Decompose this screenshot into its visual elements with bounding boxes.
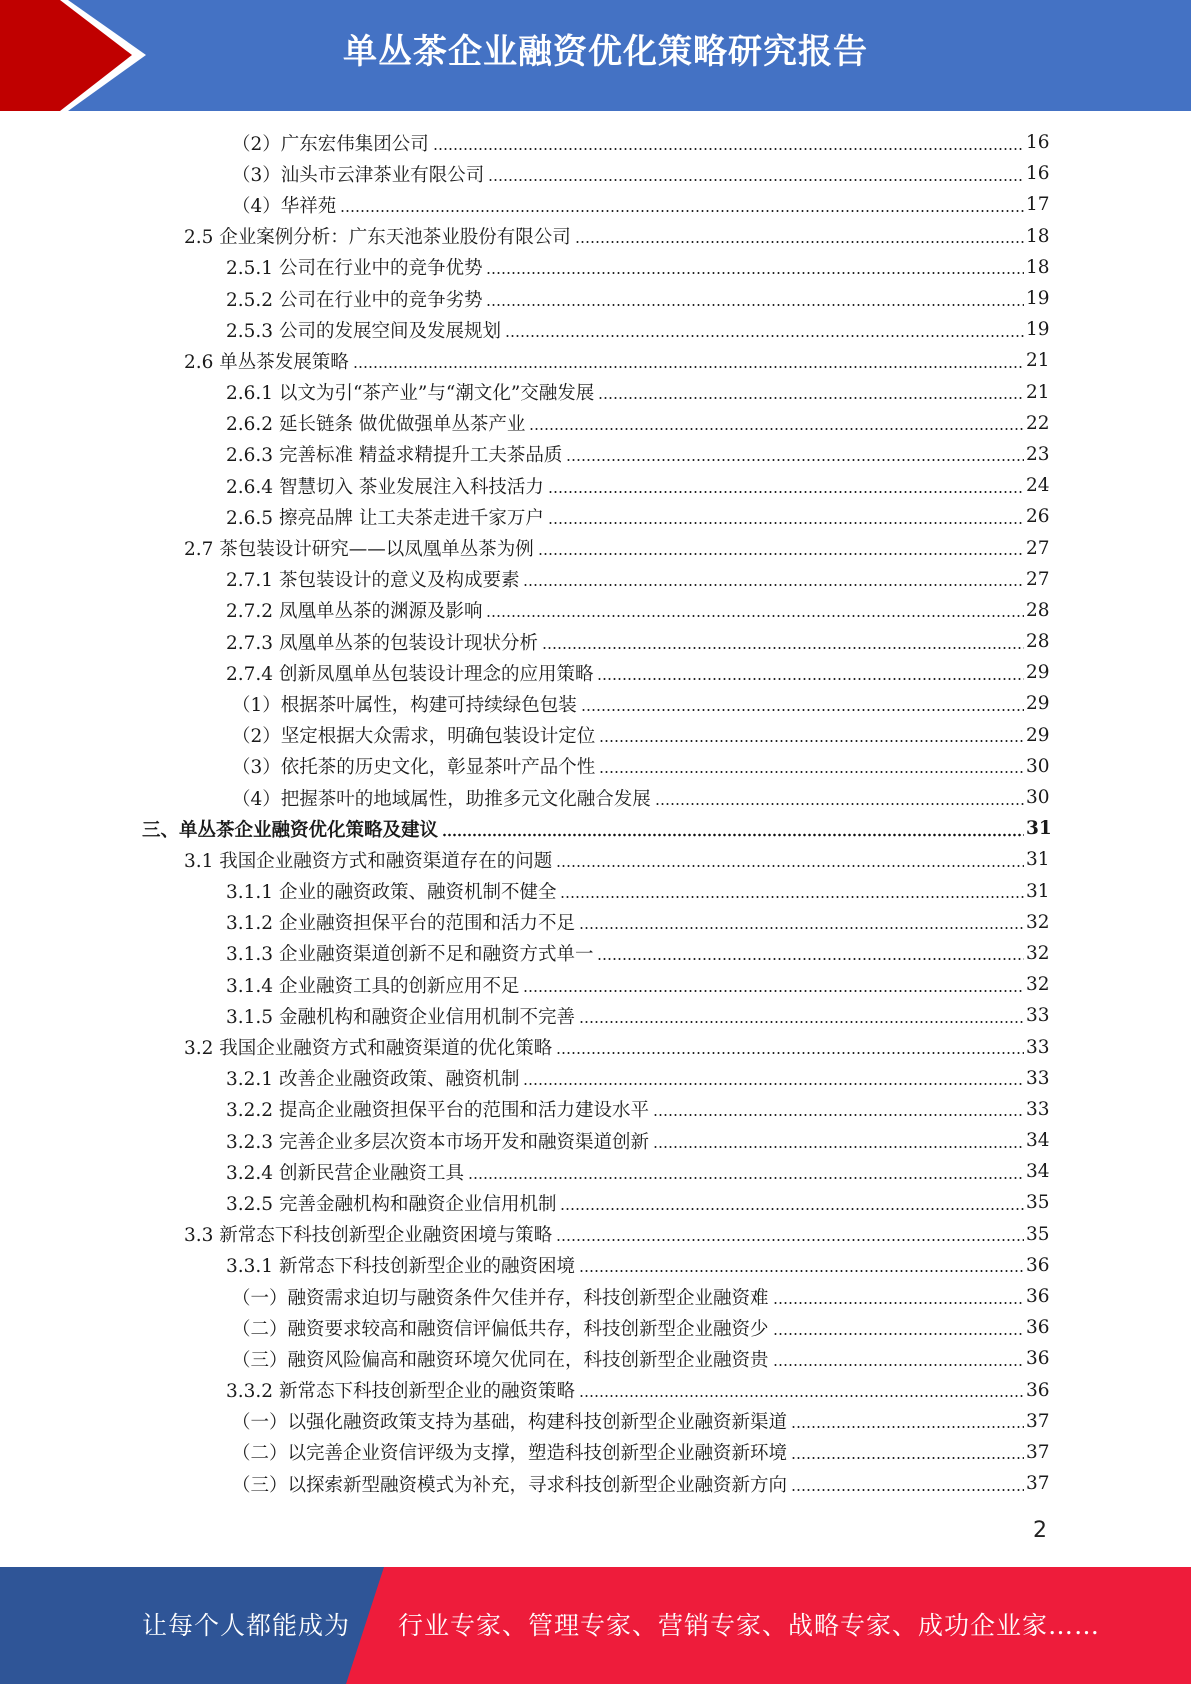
toc-entry[interactable]: [0, 189, 1191, 220]
toc-entry[interactable]: [0, 408, 1191, 439]
toc-entry-page: 31: [1026, 849, 1050, 871]
toc-entry-page: 28: [1026, 631, 1050, 653]
toc-dot-leader: [791, 1475, 1024, 1493]
toc-entry-title: 3.1.2 企业融资担保平台的范围和活力不足: [226, 909, 577, 935]
toc-entry-title: 3.3 新常态下科技创新型企业融资困境与策略: [184, 1221, 554, 1247]
toc-dot-leader: [566, 445, 1024, 463]
toc-entry[interactable]: [0, 720, 1191, 751]
toc-entry[interactable]: [0, 470, 1191, 501]
toc-entry[interactable]: [0, 782, 1191, 813]
toc-entry-page: 29: [1026, 693, 1050, 715]
toc-entry-title: 3.2.2 提高企业融资担保平台的范围和活力建设水平: [226, 1096, 651, 1122]
toc-dot-leader: [486, 601, 1024, 619]
toc-entry[interactable]: [0, 1312, 1191, 1343]
footer-slogan-right: 行业专家、管理专家、营销专家、战略专家、成功企业家……: [398, 1611, 1101, 1640]
toc-dot-leader: [791, 1443, 1024, 1461]
toc-entry-page: 32: [1026, 974, 1050, 996]
page-header: [0, 0, 1191, 111]
toc-entry-title: 2.7.2 凤凰单丛茶的渊源及影响: [226, 597, 484, 623]
toc-entry[interactable]: [0, 127, 1191, 158]
toc-dot-leader: [773, 1350, 1024, 1368]
toc-entry-page: 19: [1026, 288, 1050, 310]
toc-entry-page: 36: [1026, 1286, 1050, 1308]
toc-entry-page: 30: [1026, 787, 1050, 809]
toc-dot-leader: [523, 976, 1024, 994]
toc-entry-title: 2.5 企业案例分析：广东天池茶业股份有限公司: [184, 223, 573, 249]
toc-dot-leader: [655, 789, 1024, 807]
toc-entry-title: （4）华祥苑: [232, 192, 338, 218]
toc-entry[interactable]: [0, 345, 1191, 376]
toc-entry[interactable]: [0, 1031, 1191, 1062]
toc-entry[interactable]: [0, 688, 1191, 719]
toc-entry-title: （一）融资需求迫切与融资条件欠佳并存，科技创新型企业融资难: [232, 1284, 771, 1310]
toc-dot-leader: [579, 1007, 1024, 1025]
toc-dot-leader: [538, 539, 1024, 557]
toc-entry-title: 2.5.1 公司在行业中的竞争优势: [226, 254, 484, 280]
toc-entry-page: 34: [1026, 1130, 1050, 1152]
toc-entry-title: 2.6.2 延长链条 做优做强单丛茶产业: [226, 410, 527, 436]
toc-entry-page: 17: [1026, 194, 1050, 216]
toc-entry-page: 24: [1026, 475, 1050, 497]
toc-entry[interactable]: [0, 221, 1191, 252]
toc-entry-page: 27: [1026, 537, 1050, 559]
toc-dot-leader: [575, 227, 1024, 245]
toc-entry-title: 2.6 单丛茶发展策略: [184, 348, 351, 374]
toc-entry-page: 28: [1026, 599, 1050, 621]
toc-dot-leader: [581, 695, 1024, 713]
toc-dot-leader: [556, 1225, 1024, 1243]
toc-dot-leader: [560, 1194, 1024, 1212]
toc-dot-leader: [548, 508, 1024, 526]
toc-entry-page: 33: [1026, 1098, 1050, 1120]
toc-entry-title: 2.7.3 凤凰单丛茶的包装设计现状分析: [226, 629, 540, 655]
toc-entry-title: 3.1.3 企业融资渠道创新不足和融资方式单一: [226, 940, 595, 966]
toc-dot-leader: [597, 664, 1024, 682]
toc-entry[interactable]: [0, 1281, 1191, 1312]
toc-entry-title: 2.5.3 公司的发展空间及发展规划: [226, 317, 503, 343]
toc-dot-leader: [529, 414, 1024, 432]
toc-entry-page: 30: [1026, 755, 1050, 777]
toc-entry-title: （二）以完善企业资信评级为支撑，塑造科技创新型企业融资新环境: [232, 1439, 789, 1465]
toc-entry[interactable]: [0, 1468, 1191, 1499]
toc-dot-leader: [353, 352, 1024, 370]
toc-entry-title: （一）以强化融资政策支持为基础，构建科技创新型企业融资新渠道: [232, 1408, 789, 1434]
toc-dot-leader: [340, 196, 1024, 214]
toc-dot-leader: [433, 134, 1024, 152]
toc-entry-title: （2）广东宏伟集团公司: [232, 130, 431, 156]
toc-dot-leader: [579, 913, 1024, 931]
toc-dot-leader: [773, 1288, 1024, 1306]
toc-entry[interactable]: [0, 657, 1191, 688]
toc-entry-title: 2.6.5 擦亮品牌 让工夫茶走进千家万户: [226, 504, 546, 530]
toc-entry-page: 18: [1026, 256, 1050, 278]
toc-entry[interactable]: [0, 844, 1191, 875]
toc-entry[interactable]: [0, 1094, 1191, 1125]
toc-dot-leader: [579, 1256, 1024, 1274]
toc-dot-leader: [542, 633, 1024, 651]
toc-entry[interactable]: [0, 1187, 1191, 1218]
toc-entry[interactable]: [0, 907, 1191, 938]
toc-entry-title: 2.6.1 以文为引“茶产业”与“潮文化”交融发展: [226, 379, 596, 405]
toc-dot-leader: [599, 757, 1024, 775]
toc-entry[interactable]: [0, 1375, 1191, 1406]
toc-entry[interactable]: [0, 813, 1191, 844]
toc-dot-leader: [548, 477, 1024, 495]
toc-entry[interactable]: [0, 1000, 1191, 1031]
toc-entry-title: （三）融资风险偏高和融资环境欠优同在，科技创新型企业融资贵: [232, 1346, 771, 1372]
toc-dot-leader: [523, 1069, 1024, 1087]
toc-entry-page: 19: [1026, 319, 1050, 341]
toc-entry[interactable]: [0, 532, 1191, 563]
toc-entry[interactable]: [0, 439, 1191, 470]
toc-entry-page: 33: [1026, 1005, 1050, 1027]
toc-entry-page: 16: [1026, 132, 1050, 154]
toc-entry-page: 31: [1026, 818, 1052, 840]
toc-entry[interactable]: [0, 564, 1191, 595]
toc-entry[interactable]: [0, 1156, 1191, 1187]
toc-entry-title: 2.7 茶包装设计研究——以凤凰单丛茶为例: [184, 535, 536, 561]
toc-dot-leader: [505, 321, 1024, 339]
toc-entry-title: 2.7.4 创新凤凰单丛包装设计理念的应用策略: [226, 660, 595, 686]
toc-entry-page: 26: [1026, 506, 1050, 528]
toc-dot-leader: [597, 944, 1024, 962]
table-of-contents: [0, 127, 1191, 1499]
page-number: 2: [1033, 1518, 1047, 1543]
toc-entry[interactable]: [0, 595, 1191, 626]
toc-entry-title: 3.2.4 创新民营企业融资工具: [226, 1159, 466, 1185]
toc-entry-page: 21: [1026, 381, 1050, 403]
toc-entry-title: 3.3.1 新常态下科技创新型企业的融资困境: [226, 1252, 577, 1278]
toc-dot-leader: [653, 1132, 1024, 1150]
toc-entry-title: 2.5.2 公司在行业中的竞争劣势: [226, 286, 484, 312]
toc-entry-page: 35: [1026, 1192, 1050, 1214]
toc-entry-page: 22: [1026, 412, 1050, 434]
toc-entry-title: 3.2.1 改善企业融资政策、融资机制: [226, 1065, 521, 1091]
toc-entry[interactable]: [0, 501, 1191, 532]
toc-entry-page: 36: [1026, 1348, 1050, 1370]
toc-entry-page: 35: [1026, 1223, 1050, 1245]
toc-entry[interactable]: [0, 314, 1191, 345]
toc-dot-leader: [556, 1038, 1024, 1056]
toc-dot-leader: [523, 570, 1024, 588]
toc-entry-title: （1）根据茶叶属性，构建可持续绿色包装: [232, 691, 579, 717]
toc-entry[interactable]: [0, 1063, 1191, 1094]
toc-entry-page: 37: [1026, 1473, 1050, 1495]
toc-entry[interactable]: [0, 158, 1191, 189]
toc-entry-page: 31: [1026, 880, 1050, 902]
toc-entry[interactable]: [0, 751, 1191, 782]
toc-entry-title: 3.1.1 企业的融资政策、融资机制不健全: [226, 878, 558, 904]
toc-entry-page: 33: [1026, 1067, 1050, 1089]
toc-entry-title: （3）依托茶的历史文化，彰显茶叶产品个性: [232, 753, 597, 779]
toc-entry-title: （二）融资要求较高和融资信评偏低共存，科技创新型企业融资少: [232, 1315, 771, 1341]
toc-dot-leader: [556, 851, 1024, 869]
toc-entry-page: 32: [1026, 942, 1050, 964]
toc-dot-leader: [598, 383, 1024, 401]
toc-entry[interactable]: [0, 1406, 1191, 1437]
toc-entry-page: 37: [1026, 1441, 1050, 1463]
toc-dot-leader: [560, 882, 1024, 900]
toc-entry-page: 36: [1026, 1254, 1050, 1276]
toc-entry-page: 29: [1026, 724, 1050, 746]
toc-entry[interactable]: [0, 969, 1191, 1000]
toc-entry-title: 三、单丛茶企业融资优化策略及建议: [142, 816, 440, 842]
footer-slogan-left: 让每个人都能成为: [142, 1611, 351, 1640]
toc-entry-page: 27: [1026, 568, 1050, 590]
toc-dot-leader: [486, 290, 1024, 308]
toc-entry-page: 36: [1026, 1379, 1050, 1401]
toc-entry-page: 21: [1026, 350, 1050, 372]
toc-entry-title: （三）以探索新型融资模式为补充，寻求科技创新型企业融资新方向: [232, 1471, 789, 1497]
toc-entry-title: 2.6.3 完善标准 精益求精提升工夫茶品质: [226, 441, 564, 467]
toc-entry[interactable]: [0, 252, 1191, 283]
toc-entry[interactable]: [0, 1125, 1191, 1156]
toc-entry-title: 3.2.3 完善企业多层次资本市场开发和融资渠道创新: [226, 1128, 651, 1154]
toc-entry-title: （3）汕头市云津茶业有限公司: [232, 161, 486, 187]
toc-entry-title: 3.2.5 完善金融机构和融资企业信用机制: [226, 1190, 558, 1216]
toc-entry-title: 3.1 我国企业融资方式和融资渠道存在的问题: [184, 847, 554, 873]
toc-dot-leader: [653, 1100, 1024, 1118]
page-footer: [0, 1567, 1191, 1684]
toc-entry-title: （2）坚定根据大众需求，明确包装设计定位: [232, 722, 597, 748]
toc-entry-title: 3.1.5 金融机构和融资企业信用机制不完善: [226, 1003, 577, 1029]
toc-entry-title: （4）把握茶叶的地域属性，助推多元文化融合发展: [232, 785, 653, 811]
toc-entry[interactable]: [0, 377, 1191, 408]
toc-entry[interactable]: [0, 1437, 1191, 1468]
toc-dot-leader: [773, 1319, 1024, 1337]
toc-dot-leader: [486, 258, 1024, 276]
toc-dot-leader: [791, 1412, 1024, 1430]
toc-entry-page: 16: [1026, 163, 1050, 185]
toc-entry[interactable]: [0, 876, 1191, 907]
toc-entry[interactable]: [0, 283, 1191, 314]
toc-entry[interactable]: [0, 1343, 1191, 1374]
toc-entry[interactable]: [0, 1250, 1191, 1281]
toc-entry-page: 23: [1026, 443, 1050, 465]
toc-entry[interactable]: [0, 626, 1191, 657]
toc-entry-title: 3.3.2 新常态下科技创新型企业的融资策略: [226, 1377, 577, 1403]
toc-entry-page: 36: [1026, 1317, 1050, 1339]
toc-entry[interactable]: [0, 938, 1191, 969]
toc-entry-page: 29: [1026, 662, 1050, 684]
toc-entry-page: 18: [1026, 225, 1050, 247]
toc-entry[interactable]: [0, 1219, 1191, 1250]
toc-entry-title: 2.6.4 智慧切入 茶业发展注入科技活力: [226, 473, 546, 499]
toc-dot-leader: [599, 726, 1024, 744]
toc-entry-page: 33: [1026, 1036, 1050, 1058]
toc-entry-title: 3.2 我国企业融资方式和融资渠道的优化策略: [184, 1034, 554, 1060]
toc-entry-title: 3.1.4 企业融资工具的创新应用不足: [226, 972, 521, 998]
toc-entry-page: 34: [1026, 1161, 1050, 1183]
toc-entry-title: 2.7.1 茶包装设计的意义及构成要素: [226, 566, 521, 592]
toc-dot-leader: [488, 165, 1024, 183]
toc-entry-page: 37: [1026, 1410, 1050, 1432]
toc-dot-leader: [468, 1163, 1024, 1181]
report-title: 单丛茶企业融资优化策略研究报告: [343, 32, 868, 72]
toc-dot-leader: [442, 820, 1024, 838]
toc-dot-leader: [579, 1381, 1024, 1399]
toc-entry-page: 32: [1026, 911, 1050, 933]
